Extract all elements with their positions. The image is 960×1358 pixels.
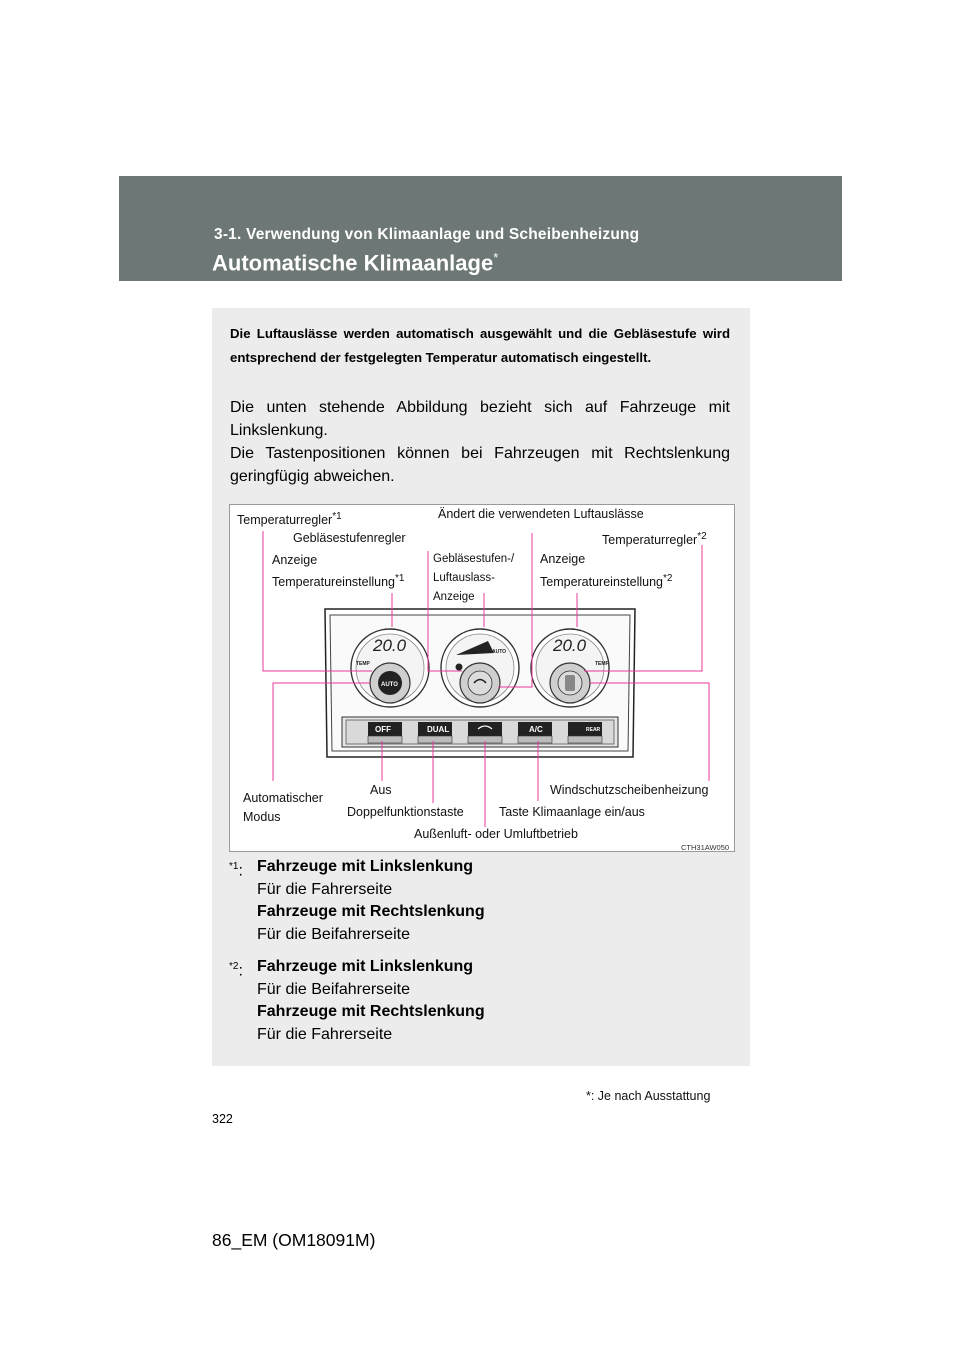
note-2: $^{*2}$: Fahrzeuge mit Linkslenkung Für die Beifahrerseite Fahrzeuge mit Rechtslenkung Für die Fahrerseite — [229, 956, 729, 1046]
body-paragraph-1: Die unten stehende Abbildung bezieht sich auf Fahrzeuge mit Linkslenkung. — [230, 399, 730, 439]
note-1-mark: *1 — [229, 861, 239, 872]
note-2-mark: *2 — [229, 961, 239, 972]
climate-panel-figure — [229, 504, 735, 852]
label-geblaese-anzeige-1: Gebläsestufen-/ — [433, 553, 515, 565]
note-1: $^{*1}$: Fahrzeuge mit Linkslenkung Für die Fahrerseite Fahrzeuge mit Rechtslenkung Für die Beifahrerseite — [229, 856, 729, 946]
document-code: 86_EM (OM18091M) — [212, 1230, 376, 1250]
label-ac: Taste Klimaanlage ein/aus — [499, 805, 645, 819]
center-fan-dial — [441, 629, 519, 707]
note-1-line-4: Für die Beifahrerseite — [257, 925, 410, 943]
body-paragraph-2: Die Tastenpositionen können bei Fahrzeugen mit Rechtslenkung geringfügig abweichen. — [230, 445, 730, 485]
note-1-line-1: Fahrzeuge mit Linkslenkung — [257, 858, 474, 875]
page-title-text: Automatische Klimaanlage — [212, 250, 494, 276]
body-text — [230, 396, 730, 488]
btn-off-label: OFF — [375, 725, 391, 734]
auto-button-label: AUTO — [381, 682, 398, 688]
note-2-line-4: Für die Fahrerseite — [257, 1025, 393, 1043]
label-geblaese: Gebläsestufenregler — [293, 531, 406, 545]
label-anzeige-left-2: Temperatureinstellung$^{*1}$ — [272, 573, 405, 590]
btn-dual-label: DUAL — [427, 725, 450, 734]
intro-text: Die Luftauslässe werden automatisch ausgewählt und die Gebläsestufe wird entsprechend der festgelegten Temperatur automatisch eingestellt. — [230, 326, 730, 365]
note-2-line-2: Für die Beifahrerseite — [257, 980, 410, 998]
label-auto-mode-2: Modus — [243, 810, 281, 824]
label-temp-right: Temperaturregler$^{*2}$ — [602, 531, 707, 548]
label-dual: Doppelfunktionstaste — [347, 805, 464, 819]
availability-footnote: *: Je nach Ausstattung — [586, 1089, 711, 1103]
label-geblaese-anzeige-2: Luftauslass- — [433, 572, 496, 584]
title-asterisk: * — [493, 250, 499, 265]
figure-code: CTH31AW050 — [681, 843, 730, 852]
section-heading: 3-1. Verwendung von Klimaanlage und Scheibenheizung — [214, 226, 640, 243]
label-temp-left: Temperaturregler$^{*1}$ — [237, 511, 342, 528]
label-windschutz: Windschutzscheibenheizung — [550, 783, 709, 797]
label-anzeige-left-1: Anzeige — [272, 553, 318, 567]
center-auto-label: AUTO — [492, 649, 507, 655]
btn-ac-label: A/C — [529, 725, 543, 734]
label-aus: Aus — [370, 783, 392, 797]
fan-icon — [456, 664, 463, 671]
label-anzeige-right-1: Anzeige — [540, 552, 586, 566]
right-temp-label: TEMP — [595, 661, 609, 667]
note-1-line-3: Fahrzeuge mit Rechtslenkung — [257, 903, 485, 920]
left-temp-label: TEMP — [356, 661, 370, 667]
note-2-line-3: Fahrzeuge mit Rechtslenkung — [257, 1003, 485, 1020]
label-luftauslaesse: Ändert die verwendeten Luftauslässe — [438, 507, 644, 521]
btn-rear-label: REAR — [586, 727, 601, 733]
label-geblaese-anzeige-3: Anzeige — [433, 591, 475, 603]
right-display-value: 20.0 — [553, 636, 587, 655]
footnote-list — [229, 856, 729, 1056]
page-title — [212, 250, 498, 276]
left-display-value: 20.0 — [373, 636, 407, 655]
note-2-line-1: Fahrzeuge mit Linkslenkung — [257, 958, 474, 975]
label-auto-mode-1: Automatischer — [243, 791, 323, 805]
label-aussenluft: Außenluft- oder Umluftbetrieb — [414, 827, 578, 841]
note-1-line-2: Für die Fahrerseite — [257, 880, 393, 898]
page-number: 322 — [212, 1112, 233, 1126]
label-anzeige-right-2: Temperatureinstellung$^{*2}$ — [540, 573, 673, 590]
